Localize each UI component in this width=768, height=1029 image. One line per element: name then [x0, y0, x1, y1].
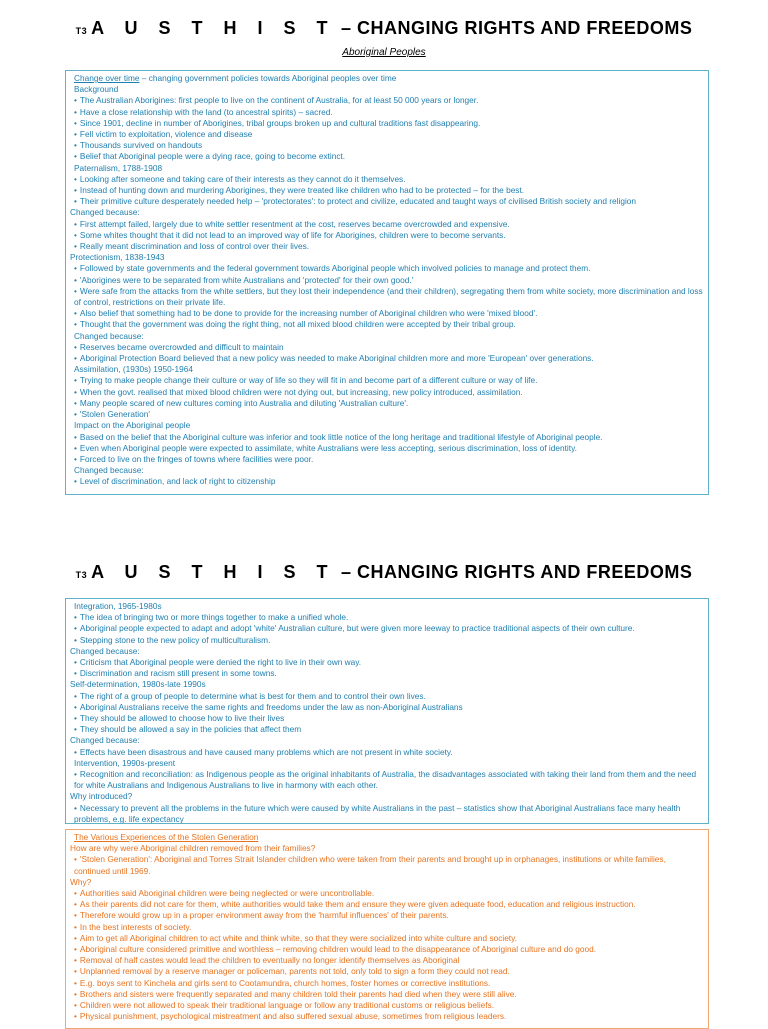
line-text: Forced to live on the fringes of towns where facilities were poor. — [79, 453, 314, 464]
section-heading — [70, 84, 704, 95]
line-text: Many people scared of new cultures coming into Australia and diluting 'Australian culture'. — [79, 397, 409, 408]
section-heading — [70, 163, 704, 174]
bullet-point — [70, 955, 704, 966]
bullet-point — [70, 398, 704, 409]
line-text: Intervention, 1990s-present — [74, 757, 176, 768]
bullet-point — [70, 635, 704, 646]
line-text: Recognition and reconciliation: as Indigenous people as the original inhabitants of Australia, the disadvantages associated with taking their land from them and the need for white Australians and Indigenous Australians to live in harmony with each other. — [74, 769, 697, 791]
line-text: They should be allowed to choose how to live their lives — [79, 713, 285, 724]
bullet-point — [70, 275, 704, 286]
bullet-point — [70, 185, 704, 196]
page-title-1 — [0, 18, 768, 39]
bullet-point — [70, 1011, 704, 1022]
notes-box-aboriginal-policies — [65, 70, 709, 495]
bullet-point — [70, 691, 704, 702]
bullet-point — [70, 476, 704, 487]
line-text: 'Stolen Generation': Aboriginal and Torres Strait Islander children who were taken from their parents and brought up in orphanages, institutions or white families, continued until 1969. — [74, 854, 666, 876]
line-text: 'Stolen Generation' — [79, 409, 150, 420]
line-text: Changed because: — [70, 207, 140, 218]
bullet-point — [70, 888, 704, 899]
line-text: Instead of hunting down and murdering Aborigines, they were treated like children who had to be protected – for the best. — [79, 185, 525, 196]
line-text: Assimilation, (1930s) 1950-1964 — [74, 364, 193, 375]
bullet-point — [70, 342, 704, 353]
bullet-point — [70, 623, 704, 634]
bullet-point — [70, 910, 704, 921]
line-text: Effects have been disastrous and have caused many problems which are not present in white society. — [79, 746, 453, 757]
line-text: Reserves became overcrowded and difficult to maintain — [79, 341, 284, 352]
section-heading — [70, 465, 704, 476]
line-text: Level of discrimination, and lack of right to citizenship — [79, 476, 276, 487]
line-text: Changed because: — [70, 735, 140, 746]
line-text: Necessary to prevent all the problems in the future which were caused by white Australians in the past – statistics show that Aboriginal Australians face many health problems, e.g. life expectancy — [74, 802, 681, 824]
line-text: Based on the belief that the Aboriginal culture was inferior and took little notice of the long heritage and traditional lifestyle of Aboriginal people. — [79, 431, 603, 442]
title-rest: – CHANGING RIGHTS AND FREEDOMS — [335, 562, 693, 582]
bullet-point — [70, 899, 704, 910]
line-text: Why introduced? — [70, 791, 133, 802]
line-text: Belief that Aboriginal people were a dying race, going to become extinct. — [79, 151, 346, 162]
bullet-point — [70, 230, 704, 241]
line-text: Were safe from the attacks from the white settlers, but they lost their independence (and their children), segregating them from white society, more discrimination and loss of control, restrictions on their private life. — [74, 285, 703, 308]
title-code: T3 — [75, 570, 88, 580]
bullet-point — [70, 657, 704, 668]
title-spaced: A U S T H I S T — [91, 562, 336, 582]
title-spaced: A U S T H I S T — [91, 18, 336, 38]
line-text: Removal of half castes would lead the children to eventually no longer identify themselves as Aboriginal — [79, 955, 460, 966]
line-text: Authorities said Aboriginal children were being neglected or were uncontrollable. — [79, 888, 375, 899]
bullet-point — [70, 933, 704, 944]
bullet-point — [70, 219, 704, 230]
bullet-point — [70, 702, 704, 713]
bullet-point — [70, 319, 704, 330]
bullet-point — [70, 241, 704, 252]
section-heading — [70, 420, 704, 431]
bullet-point — [70, 454, 704, 465]
bullet-point — [70, 989, 704, 1000]
section-label — [70, 646, 704, 657]
line-text: They should be allowed a say in the policies that affect them — [79, 724, 302, 735]
box-heading — [70, 73, 704, 84]
section-label — [70, 791, 704, 802]
bullet-point — [70, 286, 704, 308]
line-text: In the best interests of society. — [79, 921, 192, 932]
line-text: As their parents did not care for them, white authorities would take them and ensure they were given adequate food, education and religious instruction. — [79, 899, 636, 910]
line-text: E.g. boys sent to Kinchela and girls sent to Cootamundra, church homes, foster homes or corrective institutions. — [79, 977, 491, 988]
line-text: Change over time — [74, 73, 140, 83]
title-rest: – CHANGING RIGHTS AND FREEDOMS — [335, 18, 693, 38]
bullet-point — [70, 107, 704, 118]
line-text: Really meant discrimination and loss of control over their lives. — [79, 241, 310, 252]
line-text: First attempt failed, largely due to white settler resentment at the cost, reserves became overcrowded and expensive. — [79, 218, 510, 229]
line-text: Fell victim to exploitation, violence and disease — [79, 129, 253, 140]
line-text: The right of a group of people to determine what is best for them and to control their own lives. — [79, 690, 426, 701]
bullet-point — [70, 174, 704, 185]
section-heading — [70, 758, 704, 769]
bullet-point — [70, 724, 704, 735]
line-text: Aboriginal Australians receive the same rights and freedoms under the law as non-Aboriginal Australians — [79, 701, 463, 712]
bullet-point — [70, 668, 704, 679]
line-text: Thought that the government was doing the right thing, not all mixed blood children were accepted by their tribal group. — [79, 319, 516, 330]
section-label — [70, 207, 704, 218]
line-text: Changed because: — [70, 645, 140, 656]
line-text: Looking after someone and taking care of their interests as they cannot do it themselves. — [79, 173, 406, 184]
box-heading — [70, 832, 704, 843]
section-label — [70, 679, 704, 690]
page-title-2 — [0, 562, 768, 583]
bullet-point — [70, 95, 704, 106]
section-label — [70, 252, 704, 263]
notes-box-stolen-generation — [65, 829, 709, 1029]
page-subtitle: Aboriginal Peoples — [342, 47, 426, 58]
line-text: Stepping stone to the new policy of multiculturalism. — [79, 634, 271, 645]
line-text: Therefore would grow up in a proper environment away from the 'harmful influences' of their parents. — [79, 910, 449, 921]
line-text: Impact on the Aboriginal people — [74, 420, 191, 431]
line-text: Paternalism, 1788-1908 — [74, 162, 163, 173]
line-text: Thousands survived on handouts — [79, 140, 203, 151]
line-text: Background — [74, 84, 119, 95]
line-text: How are why were Aboriginal children removed from their families? — [70, 843, 316, 854]
section-label — [70, 877, 704, 888]
bullet-point — [70, 713, 704, 724]
section-heading — [70, 364, 704, 375]
bullet-point — [70, 612, 704, 623]
bullet-point — [70, 129, 704, 140]
line-text: Their primitive culture desperately needed help – 'protectorates': to protect and civilize, educated and taught ways of civilised British society and religion — [79, 196, 637, 207]
bullet-point — [70, 387, 704, 398]
line-text: Have a close relationship with the land (to ancestral spirits) – sacred. — [79, 106, 333, 117]
line-text: Discrimination and racism still present in some towns. — [79, 668, 277, 679]
bullet-point — [70, 140, 704, 151]
bullet-point — [70, 803, 704, 824]
bullet-point — [70, 922, 704, 933]
section-label — [70, 843, 704, 854]
bullet-point — [70, 966, 704, 977]
bullet-point — [70, 432, 704, 443]
line-text: The idea of bringing two or more things together to make a unified whole. — [79, 612, 349, 623]
line-text: 'Aborigines were to be separated from white Australians and 'protected' for their own good.' — [79, 274, 414, 285]
bullet-point — [70, 944, 704, 955]
line-text: Why? — [70, 876, 92, 887]
line-text: Protectionism, 1838-1943 — [70, 252, 165, 263]
notes-box-later-policies — [65, 598, 709, 824]
line-text: Children were not allowed to speak their traditional language or follow any traditional customs or religious beliefs. — [79, 1000, 495, 1011]
bullet-point — [70, 409, 704, 420]
section-label — [70, 735, 704, 746]
line-text: Since 1901, decline in number of Aborigines, tribal groups broken up and cultural traditions fast disappearing. — [79, 117, 481, 128]
line-text: Brothers and sisters were frequently separated and many children told their parents had died when they were still alive. — [79, 988, 517, 999]
bullet-point — [70, 769, 704, 791]
bullet-point — [70, 308, 704, 319]
bullet-point — [70, 443, 704, 454]
line-text: Criticism that Aboriginal people were denied the right to live in their own way. — [79, 657, 362, 668]
section-heading — [70, 601, 704, 612]
bullet-point — [70, 747, 704, 758]
line-text: Integration, 1965-1980s — [74, 601, 162, 611]
line-text: Trying to make people change their culture or way of life so they will fit in and become part of a different culture or way of life. — [79, 375, 538, 386]
line-text: Also belief that something had to be done to provide for the increasing number of Aboriginal children who were 'mixed blood'. — [79, 308, 538, 319]
bullet-point — [70, 263, 704, 274]
line-text: Even when Aboriginal people were expected to assimilate, white Australians were less accepting, serious discrimination, loss of identity. — [79, 442, 577, 453]
line-text: Aboriginal Protection Board believed that a new policy was needed to make Aboriginal children more and more 'European' over generations. — [79, 353, 594, 364]
bullet-point — [70, 151, 704, 162]
bullet-point — [70, 1000, 704, 1011]
line-text: Some whites thought that it did not lead to an improved way of life for Aborigines, children were to become servants. — [79, 229, 506, 240]
line-text: Changed because: — [74, 465, 144, 476]
line-text: The Various Experiences of the Stolen Generation — [74, 832, 259, 842]
section-heading — [70, 331, 704, 342]
bullet-point — [70, 118, 704, 129]
line-text-rest: – changing government policies towards Aboriginal peoples over time — [139, 73, 397, 83]
bullet-point — [70, 353, 704, 364]
line-text: Followed by state governments and the federal government towards Aboriginal people which involved policies to manage and protect them. — [79, 263, 591, 274]
line-text: Self-determination, 1980s-late 1990s — [70, 679, 206, 690]
bullet-point — [70, 196, 704, 207]
line-text: The Australian Aborigines: first people to live on the continent of Australia, for at least 50 000 years or longer. — [79, 95, 479, 106]
bullet-point — [70, 978, 704, 989]
line-text: Unplanned removal by a reserve manager or policeman, parents not told, only told to sign a form they could not read. — [79, 966, 510, 977]
line-text: Aboriginal culture considered primitive and worthless – removing children would lead to the disappearance of Aboriginal culture and do good. — [79, 944, 597, 955]
title-code: T3 — [75, 26, 88, 36]
line-text: When the govt. realised that mixed blood children were not dying out, but increasing, new policy introduced, assimilation. — [79, 386, 523, 397]
line-text: Changed because: — [74, 330, 144, 341]
line-text: Physical punishment, psychological mistreatment and also suffered sexual abuse, sometimes from religious leaders. — [79, 1011, 507, 1022]
bullet-point — [70, 375, 704, 386]
line-text: Aim to get all Aboriginal children to act white and think white, so that they were socialized into white culture and society. — [79, 932, 517, 943]
bullet-point — [70, 854, 704, 876]
line-text: Aboriginal people expected to adapt and adopt 'white' Australian culture, but were given more leeway to practice traditional aspects of their own culture. — [79, 623, 635, 634]
